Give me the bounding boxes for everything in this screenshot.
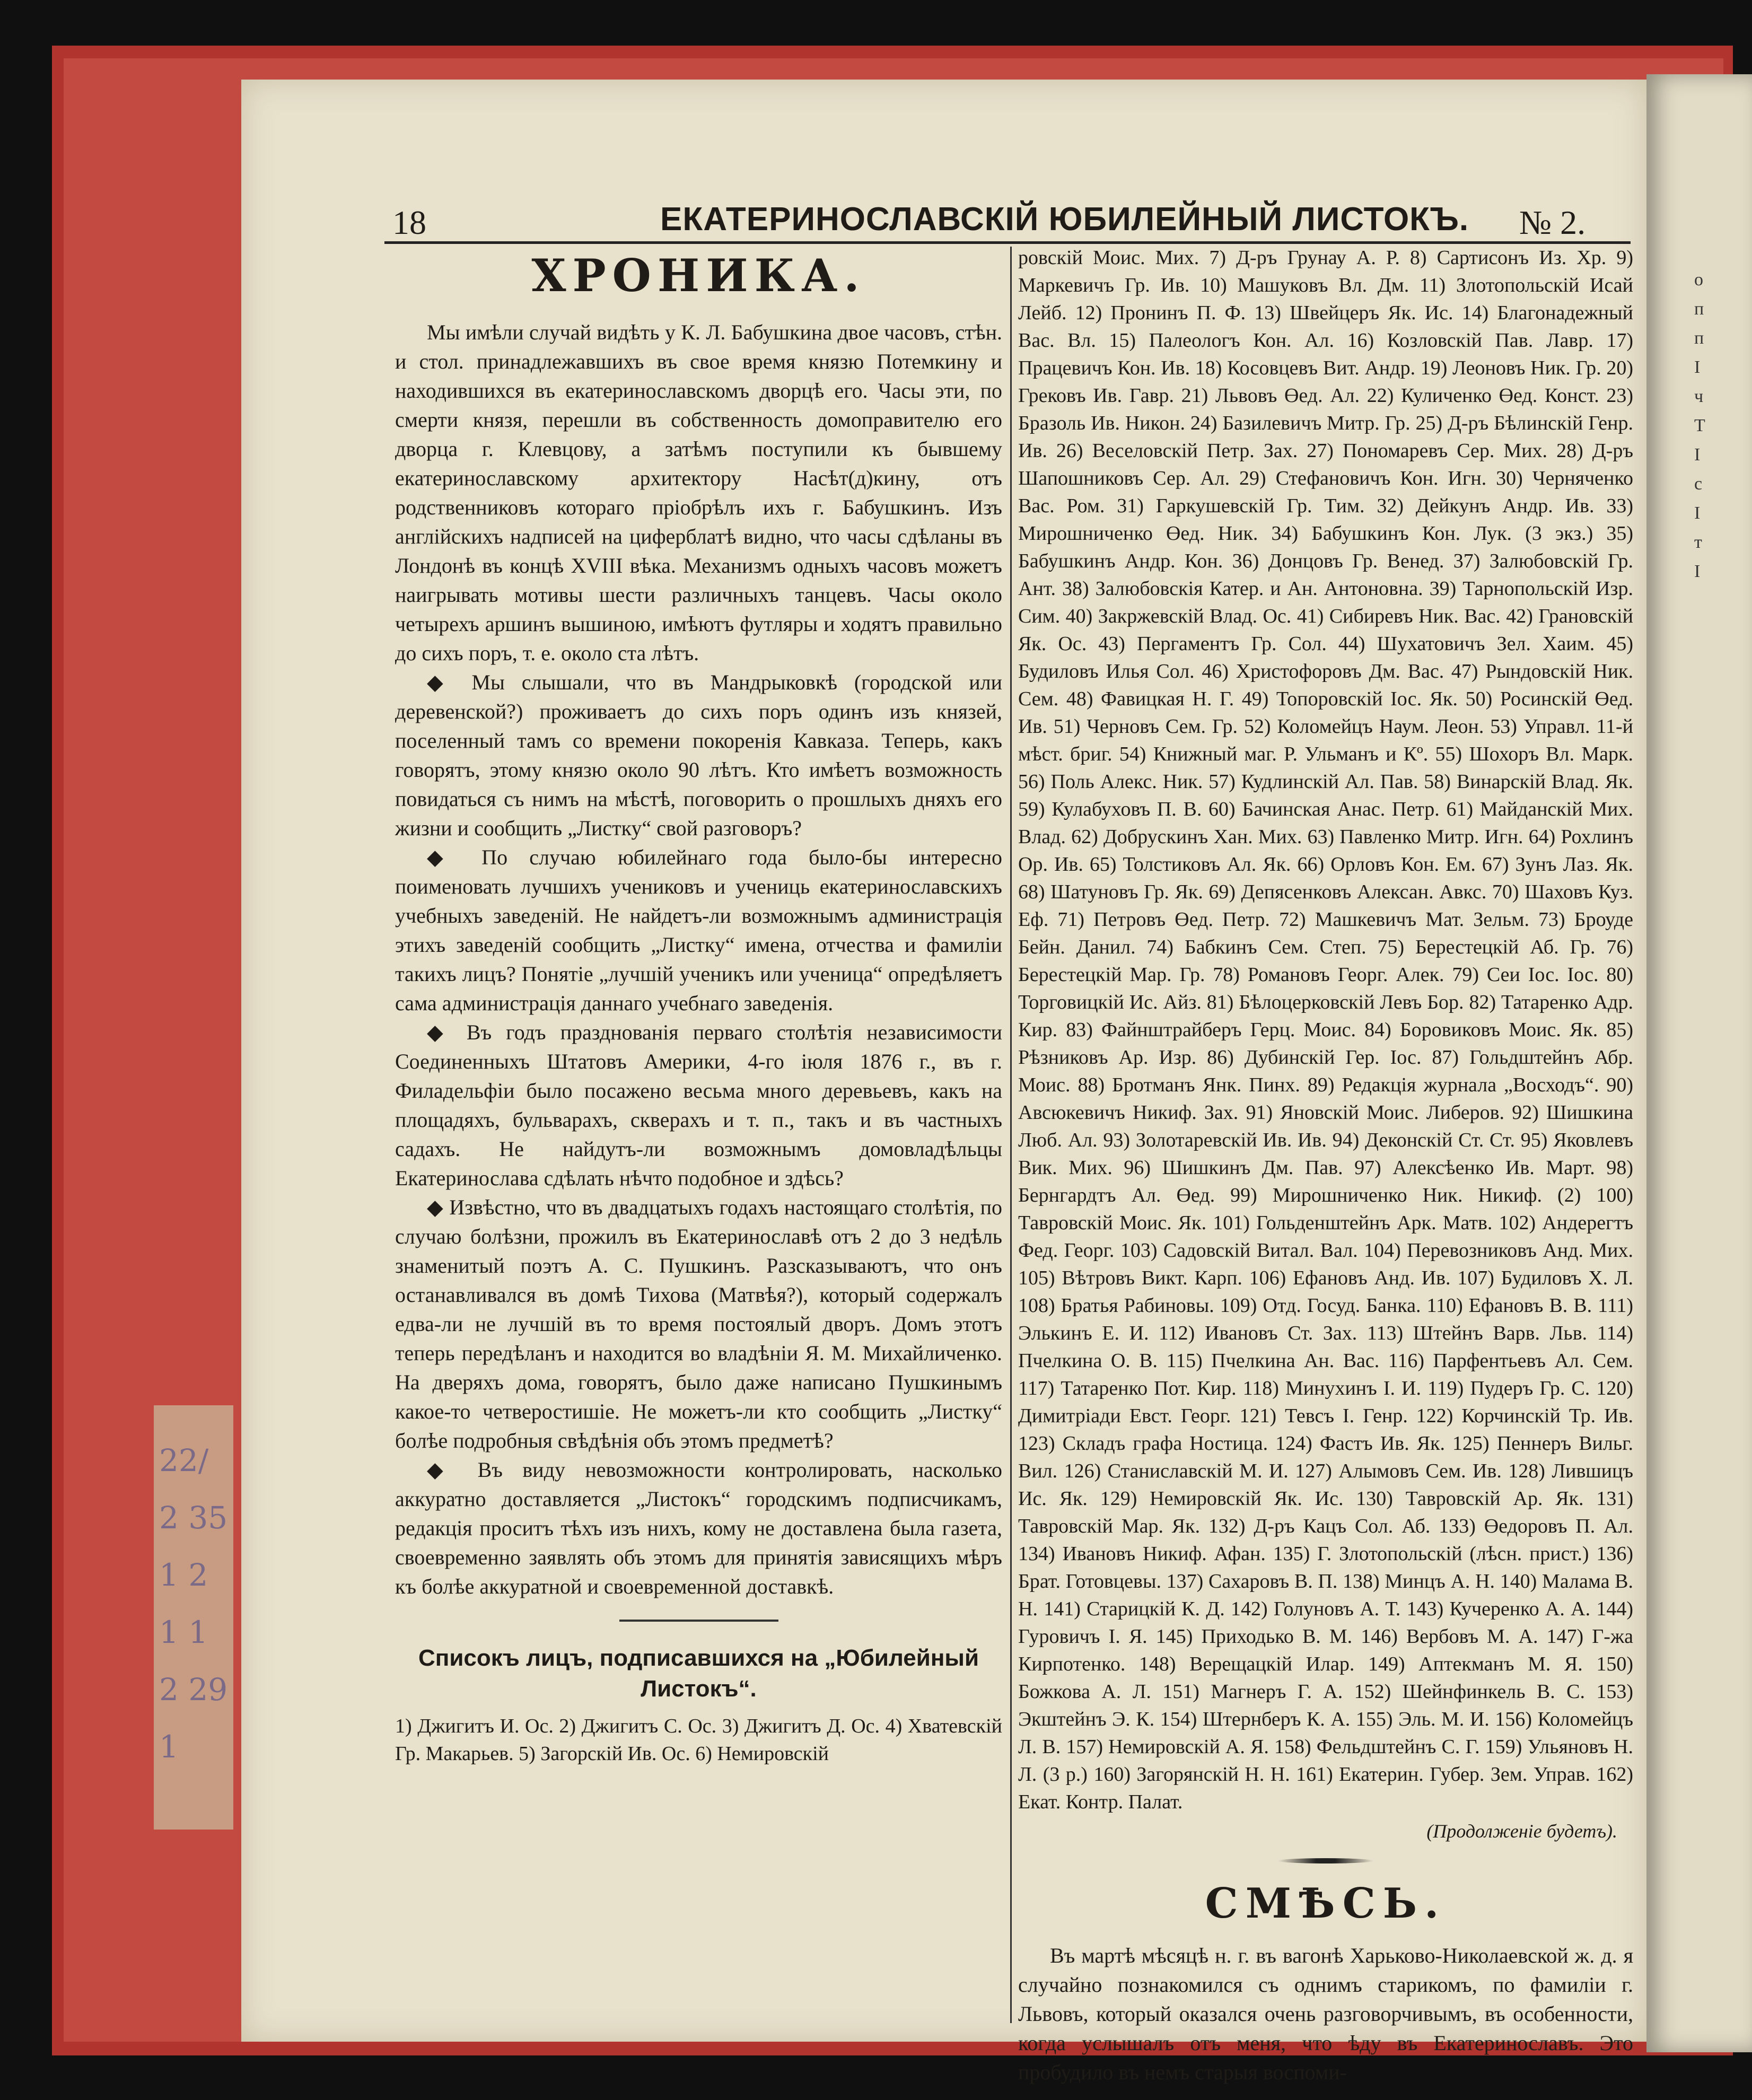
continued-note: (Продолженіе будетъ).: [1426, 1821, 1617, 1842]
miscellany-paragraph: Въ мартѣ мѣсяцѣ н. г. въ вагонѣ Харьково-Николаевской ж. д. я случайно познакомился съ однимъ старикомъ, по фамиліи г. Львовъ, который оказался очень разговорчивымъ, въ особенности, когда услышалъ отъ меня, что ѣду въ Екатеринославъ. Это пробудило въ немъ старыя воспоми-: [1018, 1944, 1633, 2084]
page-header: [374, 195, 1609, 241]
chronicle-paragraph: ◆ Извѣстно, что въ двадцатыхъ годахъ настоящаго столѣтія, по случаю болѣзни, прожилъ въ Екатеринославѣ отъ 2 до 3 недѣль знаменитый поэтъ А. С. Пушкинъ. Разсказываютъ, что онъ останавливался въ домѣ Тихова (Матвѣя?), который содержалъ едва-ли не лучшій въ то время постоялый дворъ. Домъ этотъ теперь передѣланъ и находится во владѣніи Я. М. Михайличенко. На дверяхъ дома, говорятъ, было даже написано Пушкинымъ какое-то четверостишіе. Не можетъ-ли кто сообщить „Листку“ болѣе подробныя свѣдѣнія объ этомъ предметѣ?: [395, 1195, 1002, 1452]
subscribers-list-start: 1) Джигитъ И. Ос. 2) Джигитъ С. Ос. 3) Джигитъ Д. Ос. 4) Хватевскій Гр. Макарьев. 5) Загорскій Ив. Ос. 6) Немировскій: [395, 1715, 1002, 1765]
subscribers-list-continued: ровскій Моис. Мих. 7) Д-ръ Грунау А. Р. 8) Сартисонъ Из. Хр. 9) Маркевичъ Гр. Ив. 10) Машуковъ Вл. Дм. 11) Злотопольскій Исай Лейб. 12) Пронинъ П. Ф. 13) Швейцеръ Як. Ис. 14) Благонадежный Вас. Вл. 15) Палеологъ Кон. Ал. 16) Козловскій Пав. Лавр. 17) Працевичъ Кон. Ив. 18) Косовцевъ Вит. Андр. 19) Леоновъ Ник. Гр. 20) Грековъ Ив. Гавр. 21) Львовъ Өед. Ал. 22) Куличенко Өед. Конст. 23) Бразоль Ив. Никон. 24) Базилевичъ Митр. Гр. 25) Д-ръ Бѣлинскій Генр. Ив. 26) Веселовскій Петр. Зах. 27) Пономаревъ Сер. Мих. 28) Д-ръ Шапошниковъ Сер. Ал. 29) Стефановичъ Кон. Игн. 30) Черняченко Вас. Ром. 31) Гаркушевскій Гр. Тим. 32) Дейкунъ Андр. Ив. 33) Мирошниченко Өед. Ник. 34) Бабушкинъ Кон. Лук. (3 экз.) 35) Бабушкинъ Андр. Кон. 36) Донцовъ Гр. Венед. 37) Залюбовскій Гр. Ант. 38) Залюбовскія Катер. и Ан. Антоновна. 39) Тарнопольскій Изр. Сим. 40) Закржевскій Влад. Ос. 41) Сибиревъ Ник. Вас. 42) Грановскій Як. Ос. 43) Пергаментъ Гр. Сол. 44) Шухатовичъ Зел. Хаим. 45) Будиловъ Илья Сол. 46) Христофоровъ Дм. Вас. 47) Рындовскій Ник. Сем. 48) Фавицкая Н. Г. 49) Топоровскій Іос. Як. 50) Росинскій Өед. Ив. 51) Черновъ Сем. Гр. 52) Коломейцъ Наум. Леон. 53) Управл. 11-й мѣст. бриг. 54) Книжный маг. Р. Ульманъ и Кº. 55) Шохоръ Вл. Марк. 56) Поль Алекс. Ник. 57) Кудлинскій Ал. Пав. 58) Винарскій Влад. Як. 59) Кулабуховъ П. В. 60) Бачинская Анас. Петр. 61) Майданскій Мих. Влад. 62) Добрускинъ Хан. Мих. 63) Павленко Митр. Игн. 64) Рохлинъ Ор. Ив. 65) Толстиковъ Ал. Як. 66) Орловъ Кон. Ем. 67) Зунъ Лаз. Як. 68) Шатуновъ Гр. Як. 69) Депясенковъ Алексан. Авкс. 70) Шаховъ Куз. Еф. 71) Петровъ Өед. Петр. 72) Машкевичъ Мат. Зельм. 73) Броуде Бейн. Данил. 74) Бабкинъ Сем. Степ. 75) Берестецкій Аб. Гр. 76) Берестецкій Мар. Гр. 78) Романовъ Георг. Алек. 79) Сеи Іос. Іос. 80) Торговицкій Ис. Айз. 81) Бѣлоцерковскій Левъ Бор. 82) Татаренко Адр. Кир. 83) Файнштрайберъ Герц. Моис. 84) Боровиковъ Моис. Як. 85) Рѣзниковъ Ар. Изр. 86) Дубинскій Гер. Іос. 87) Гольдштейнъ Абр. Моис. 88) Бротманъ Янк. Пинх. 89) Редакція журнала „Восходъ“. 90) Авсюкевичъ Никиф. Зах. 91) Яновскій Моис. Либеров. 92) Шишкина Люб. Ал. 93) Золотаревскій Ив. Ив. 94) Деконскій Ст. Ст. 95) Яковлевъ Вик. Мих. 96) Шишкинъ Дм. Пав. 97) Алексѣенко Ив. Март. 98) Бернгардтъ Ал. Өед. 99) Мирошниченко Ник. Никиф. (2) 100) Тавровскій Моис. Як. 101) Гольденштейнъ Арк. Матв. 102) Андерегтъ Фед. Георг. 103) Садовскій Витал. Вал. 104) Перевозниковъ Анд. Мих. 105) Вѣтровъ Викт. Карп. 106) Ефановъ Анд. Ив. 107) Будиловъ Х. Л. 108) Братья Рабиновы. 109) Отд. Госуд. Банка. 110) Ефановъ В. В. 111) Элькинъ Е. И. 112) Ивановъ Ст. Зах. 113) Штейнъ Варв. Льв. 114) Пчелкина О. В. 115) Пчелкина Ан. Вас. 116) Парфентьевъ Ал. Сем. 117) Татаренко Пот. Кир. 118) Минухинъ І. И. 119) Пудеръ Гр. С. 120) Димитріади Евст. Георг. 121) Тевсъ І. Генр. 122) Корчинскій Тр. Ив. 123) Складъ графа Ностица. 124) Фастъ Ив. Як. 125) Пеннеръ Вильг. Вил. 126) Станиславскій М. И. 127) Алымовъ Сем. Ив. 128) Лившицъ Ис. Як. 129) Немировскій Як. Ис. 130) Тавровскій Ар. Як. 131) Тавровскій Мар. Як. 132) Д-ръ Кацъ Сол. Аб. 133) Өедоровъ П. Ал. 134) Ивановъ Никиф. Афан. 135) Г. Злотопольскій (лѣсн. прист.) 136) Брат. Готовцевы. 137) Сахаровъ В. П. 138) Минцъ А. Н. 140) Малама В. Н. 141) Старицкій К. Д. 142) Голуновъ А. Т. 143) Кучеренко А. А. 144) Гуровичъ І. Я. 145) Приходько В. М. 146) Вербовъ М. А. 147) Г-жа Кирпотенко. 148) Верещацкій Илар. 149) Аптекманъ М. Я. 150) Божкова А. Л. 151) Магнеръ Г. А. 152) Шейнфинкель В. С. 153) Экштейнъ Э. К. 154) Штернберъ К. А. 155) Эль. М. И. 156) Коломейцъ Л. В. 157) Немировскій А. Я. 158) Фельдштейнъ С. Г. 159) Ульяновъ Н. Л. (3 р.) 160) Загорянскій Н. Н. 161) Екатерин. Губер. Зем. Управ. 162) Екат. Контр. Палат.: [1018, 247, 1633, 1813]
section-divider: [619, 1620, 778, 1622]
newspaper-title: ЕКАТЕРИНОСЛАВСКІЙ ЮБИЛЕЙНЫЙ ЛИСТОКЪ.: [660, 201, 1469, 238]
ornament-divider: [1278, 1858, 1373, 1863]
left-column: [395, 249, 1002, 1768]
chronicle-paragraph: Мы имѣли случай видѣть у К. Л. Бабушкина двое часовъ, стѣн. и стол. принадлежавшихъ въ свое время князю Потемкину и находившихся въ екатеринославскомъ дворцѣ его. Часы эти, по смерти князя, перешли въ собственность домоправителю его дворца г. Клевцову, а затѣмъ поступили къ бывшему екатеринославскому архитектору Насѣт(д)кину, отъ родственниковъ котораго пріобрѣлъ ихъ г. Бабушкинъ. Изъ англійскихъ надписей на циферблатѣ видно, что часы сдѣланы въ Лондонѣ въ концѣ XVIII вѣка. Механизмъ одныхъ часовъ можетъ наигрывать мотивы шести различныхъ танцевъ. Часы около четырехъ аршинъ вышиною, имѣютъ футляры и ходятъ правильно до сихъ поръ, т. е. около ста лѣтъ.: [395, 320, 1002, 665]
handwritten-margin-marks: 22/2 35 1 2 1 1 2 291: [159, 1442, 228, 1765]
next-page-edge-text: о п п І ч Т І с І т І: [1694, 270, 1705, 581]
subscribers-heading: Списокъ лицъ, подписавшихся на „Юбилейный Листокъ“.: [418, 1645, 979, 1702]
newspaper-page: [241, 80, 1646, 2084]
next-page-edge: [1646, 74, 1752, 2052]
chronicle-paragraph: ◆ По случаю юбилейнаго года было-бы интересно поименовать лучшихъ учениковъ и учениць екатеринославскихъ учебныхъ заведеній. Не найдетъ-ли возможнымъ администрація этихъ заведеній сообщить „Листку“ имена, отчества и фамиліи такихъ лицъ? Понятіе „лучшій ученикъ или ученица“ опредѣляетъ сама администрація даннаго учебнаго заведенія.: [395, 845, 1002, 1015]
column-divider: [1010, 247, 1012, 2023]
chronicle-paragraph: ◆ Въ годъ празднованія перваго столѣтія независимости Соединенныхъ Штатовъ Америки, 4-го іюля 1876 г., въ г. Филадельфіи было посажено весьма много деревьевъ, какъ на площадяхъ, бульварахъ, скверахъ и т. п., такъ и въ частныхъ садахъ. Не найдутъ-ли возможнымъ домовладѣльцы Екатеринослава сдѣлать нѣчто подобное и здѣсь?: [395, 1020, 1002, 1190]
page-number: 18: [392, 204, 426, 241]
miscellany-title: СМѢСЬ.: [1205, 1879, 1447, 1928]
chronicle-title: ХРОНИКА.: [531, 249, 866, 302]
chronicle-paragraph: ◆ Въ виду невозможности контролировать, насколько аккуратно доставляется „Листокъ“ городскимъ подписчикамъ, редакція проситъ тѣхъ изъ нихъ, кому не доставлена была газета, своевременно заявлять объ этомъ для принятія зависящихъ мѣръ къ болѣе аккуратной и своевременной доставкѣ.: [395, 1458, 1002, 1598]
issue-number: № 2.: [1519, 204, 1586, 241]
right-column: [1018, 244, 1633, 2087]
chronicle-paragraph: ◆ Мы слышали, что въ Мандрыковкѣ (городской или деревенской?) проживаетъ до сихъ поръ одинъ изъ князей, поселенный тамъ со времени покоренія Кавказа. Теперь, какъ говорятъ, этому князю около 90 лѣтъ. Кто имѣетъ возможность повидаться съ нимъ на мѣстѣ, поговорить о прошлыхъ дняхъ его жизни и сообщить „Листку“ свой разговоръ?: [395, 670, 1002, 840]
